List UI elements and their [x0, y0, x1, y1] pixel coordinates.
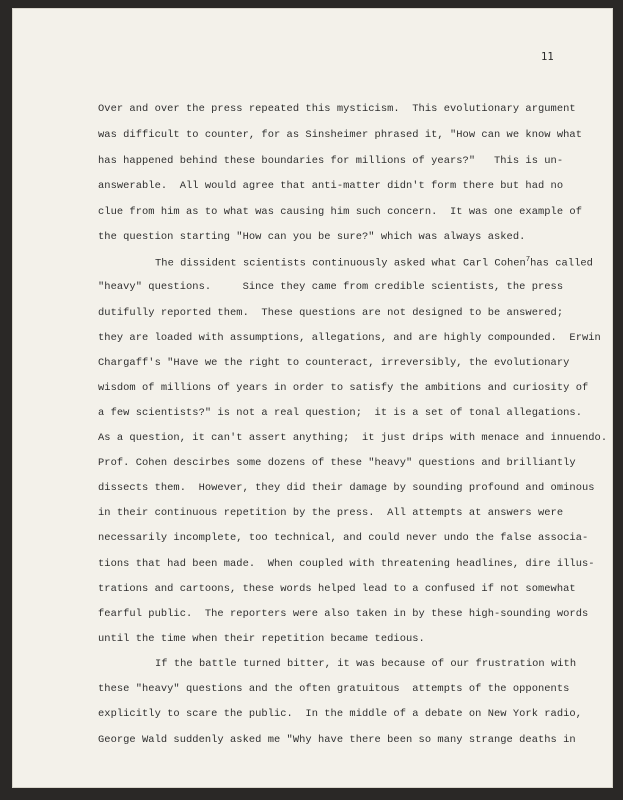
text-line: has happened behind these boundaries for millions of years?" This is un-: [98, 155, 564, 167]
text-line: explicitly to scare the public. In the middle of a debate on New York radio,: [98, 708, 582, 720]
text-line: As a question, it can't assert anything; it just drips with menace and innuendo.: [98, 432, 608, 444]
text-line: dissects them. However, they did their damage by sounding profound and ominous: [98, 482, 595, 494]
text-run: has called: [530, 257, 593, 270]
text-line: they are loaded with assumptions, allegations, and are highly compounded. Erwin: [98, 332, 601, 344]
page-number: 11: [541, 51, 554, 63]
text-line: these "heavy" questions and the often gratuitous attempts of the opponents: [98, 683, 570, 695]
text-line: dutifully reported them. These questions are not designed to be answered;: [98, 307, 564, 319]
text-line: wisdom of millions of years in order to satisfy the ambitions and curiosity of: [98, 382, 589, 394]
text-line: [155, 256, 593, 269]
text-line: If the battle turned bitter, it was because of our frustration with: [155, 658, 577, 670]
text-line: the question starting "How can you be sure?" which was always asked.: [98, 231, 526, 243]
text-line: Chargaff's "Have we the right to counteract, irreversibly, the evolutionary: [98, 357, 570, 369]
text-line: "heavy" questions. Since they came from credible scientists, the press: [98, 281, 564, 293]
text-line: Over and over the press repeated this mysticism. This evolutionary argument: [98, 103, 576, 115]
text-line: George Wald suddenly asked me "Why have there been so many strange deaths in: [98, 734, 576, 746]
text-line: fearful public. The reporters were also taken in by these high-sounding words: [98, 608, 589, 620]
typed-page: [12, 8, 613, 788]
text-line: Prof. Cohen descirbes some dozens of these "heavy" questions and brilliantly: [98, 457, 576, 469]
text-line: in their continuous repetition by the press. All attempts at answers were: [98, 507, 564, 519]
text-line: until the time when their repetition became tedious.: [98, 633, 425, 645]
text-line: answerable. All would agree that anti-matter didn't form there but had no: [98, 180, 564, 192]
text-line: necessarily incomplete, too technical, and could never undo the false associa-: [98, 532, 589, 544]
text-line: trations and cartoons, these words helped lead to a confused if not somewhat: [98, 583, 576, 595]
text-line: a few scientists?" is not a real question; it is a set of tonal allegations.: [98, 407, 582, 419]
text-line: tions that had been made. When coupled with threatening headlines, dire illus-: [98, 558, 595, 570]
text-line: clue from him as to what was causing him such concern. It was one example of: [98, 206, 582, 218]
text-run: The dissident scientists continuously asked what Carl Cohen: [155, 257, 526, 270]
footnote-marker: 7: [525, 256, 531, 264]
text-line: was difficult to counter, for as Sinsheimer phrased it, "How can we know what: [98, 129, 582, 141]
